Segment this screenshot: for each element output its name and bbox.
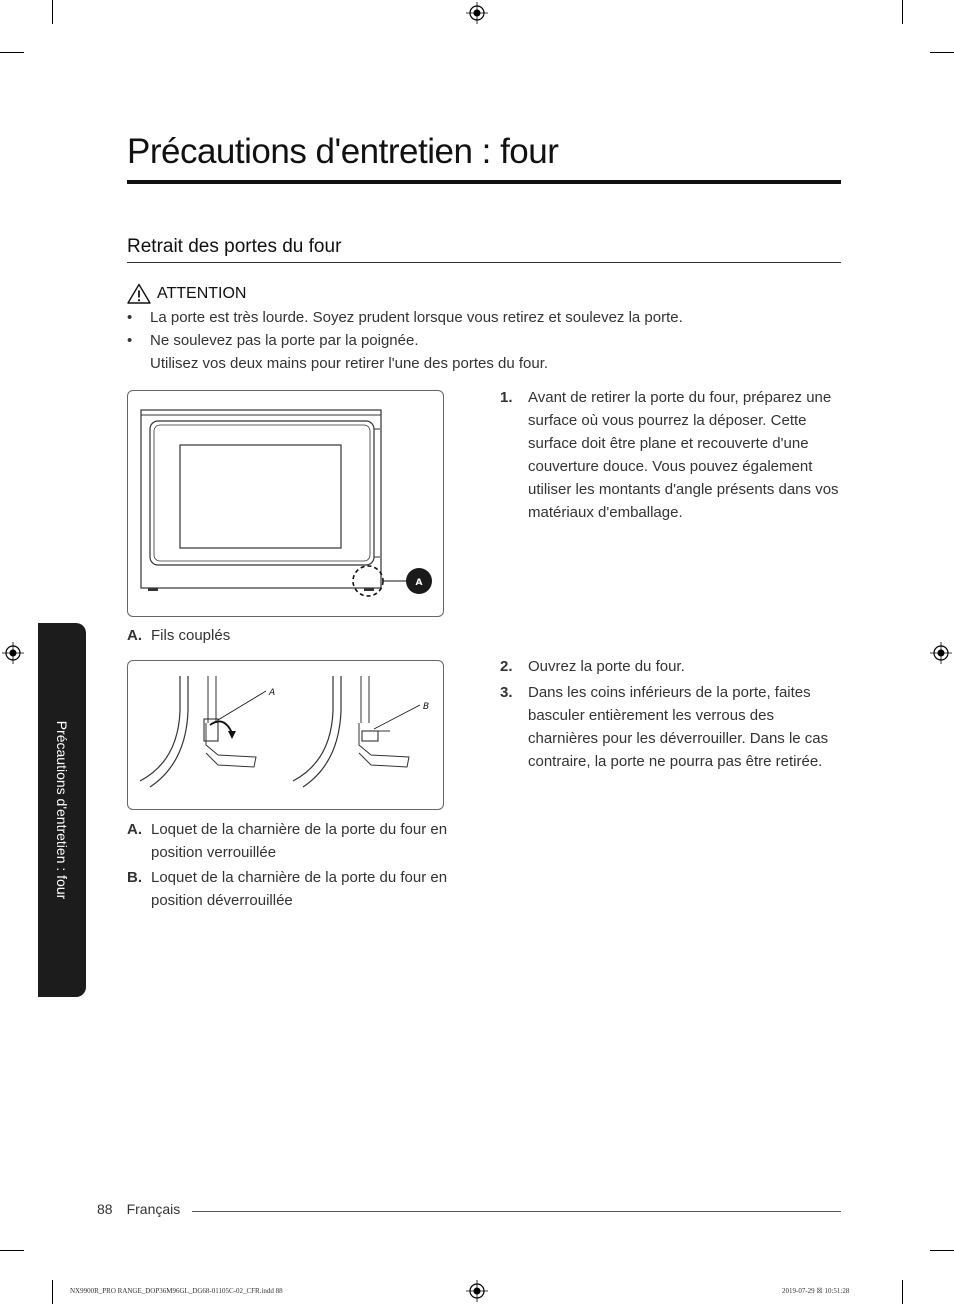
section-rule	[127, 262, 841, 263]
bullet-text: Ne soulevez pas la porte par la poignée.	[150, 332, 419, 349]
callout-a: A	[415, 578, 423, 588]
caption-text: Loquet de la charnière de la porte du four en position verrouillée	[151, 821, 448, 861]
step-3	[500, 681, 845, 775]
figure1-caption	[127, 624, 447, 647]
caption-text: Fils couplés	[151, 627, 231, 644]
step-text: Avant de retirer la porte du four, préparez une surface où vous pourrez la déposer. Cette surface doit être plane et recouverte d'une couverture douce. Vous pouvez également utiliser les montants d'angle présents dans vos matériaux d'emballage.	[528, 389, 839, 521]
caption-label: A.	[127, 627, 142, 644]
crop-mark	[930, 52, 954, 53]
step-number: 2.	[500, 658, 513, 675]
crop-mark	[930, 1250, 954, 1251]
bullet-continuation: Utilisez vos deux mains pour retirer l'une des portes du four.	[150, 355, 549, 372]
attention-heading	[127, 283, 246, 304]
footer-rule	[192, 1211, 841, 1212]
figure2-caption-a	[127, 818, 447, 864]
step-2	[500, 655, 845, 678]
hinge-figure	[127, 660, 444, 810]
registration-mark-icon	[930, 642, 952, 664]
page-title: Précautions d'entretien : four	[127, 132, 559, 171]
crop-mark	[902, 1280, 903, 1304]
bullet-marker: •	[127, 309, 133, 326]
hinge-illustration	[128, 661, 443, 809]
callout-b: B	[423, 702, 430, 712]
step-number: 1.	[500, 389, 513, 406]
caption-label: B.	[127, 869, 142, 886]
registration-mark-icon	[2, 642, 24, 664]
step-text: Ouvrez la porte du four.	[528, 658, 685, 675]
step-number: 3.	[500, 684, 513, 701]
imprint-file: NX9900R_PRO RANGE_DOP36M96GL_DG68-01105C-02_CFR.indd 88	[70, 1287, 283, 1295]
page-number: 88	[97, 1201, 113, 1217]
crop-mark	[0, 1250, 24, 1251]
figure2-caption-b	[127, 866, 447, 912]
section-title: Retrait des portes du four	[127, 236, 342, 257]
crop-mark	[52, 1280, 53, 1304]
highlight-circle	[353, 566, 383, 596]
caption-label: A.	[127, 821, 142, 838]
chapter-side-tab	[38, 623, 86, 997]
footer-language: Français	[126, 1201, 181, 1217]
oven-figure	[127, 390, 444, 617]
oven-illustration	[128, 391, 443, 616]
bullet-text: La porte est très lourde. Soyez prudent lorsque vous retirez et soulevez la porte.	[150, 309, 683, 326]
callout-a: A	[269, 688, 276, 698]
warning-triangle-icon	[127, 283, 151, 304]
registration-mark-icon	[466, 2, 488, 24]
caption-text: Loquet de la charnière de la porte du four en position déverrouillée	[151, 869, 448, 909]
crop-mark	[52, 0, 53, 24]
registration-mark-icon	[466, 1280, 488, 1302]
step-text: Dans les coins inférieurs de la porte, faites basculer entièrement les verrous des charnières pour les déverrouiller. Dans le cas contraire, la porte ne pourra pas être retirée.	[528, 684, 829, 770]
bullet-marker: •	[127, 332, 133, 349]
crop-mark	[0, 52, 24, 53]
imprint-date: 2019-07-29 ☒ 10:51:28	[782, 1287, 850, 1295]
crop-mark	[902, 0, 903, 24]
title-rule	[127, 180, 841, 184]
step-1	[500, 386, 845, 526]
page-footer	[97, 1201, 180, 1217]
attention-label: ATTENTION	[157, 284, 247, 302]
chapter-side-tab-label: Précautions d'entretien : four	[54, 720, 70, 900]
